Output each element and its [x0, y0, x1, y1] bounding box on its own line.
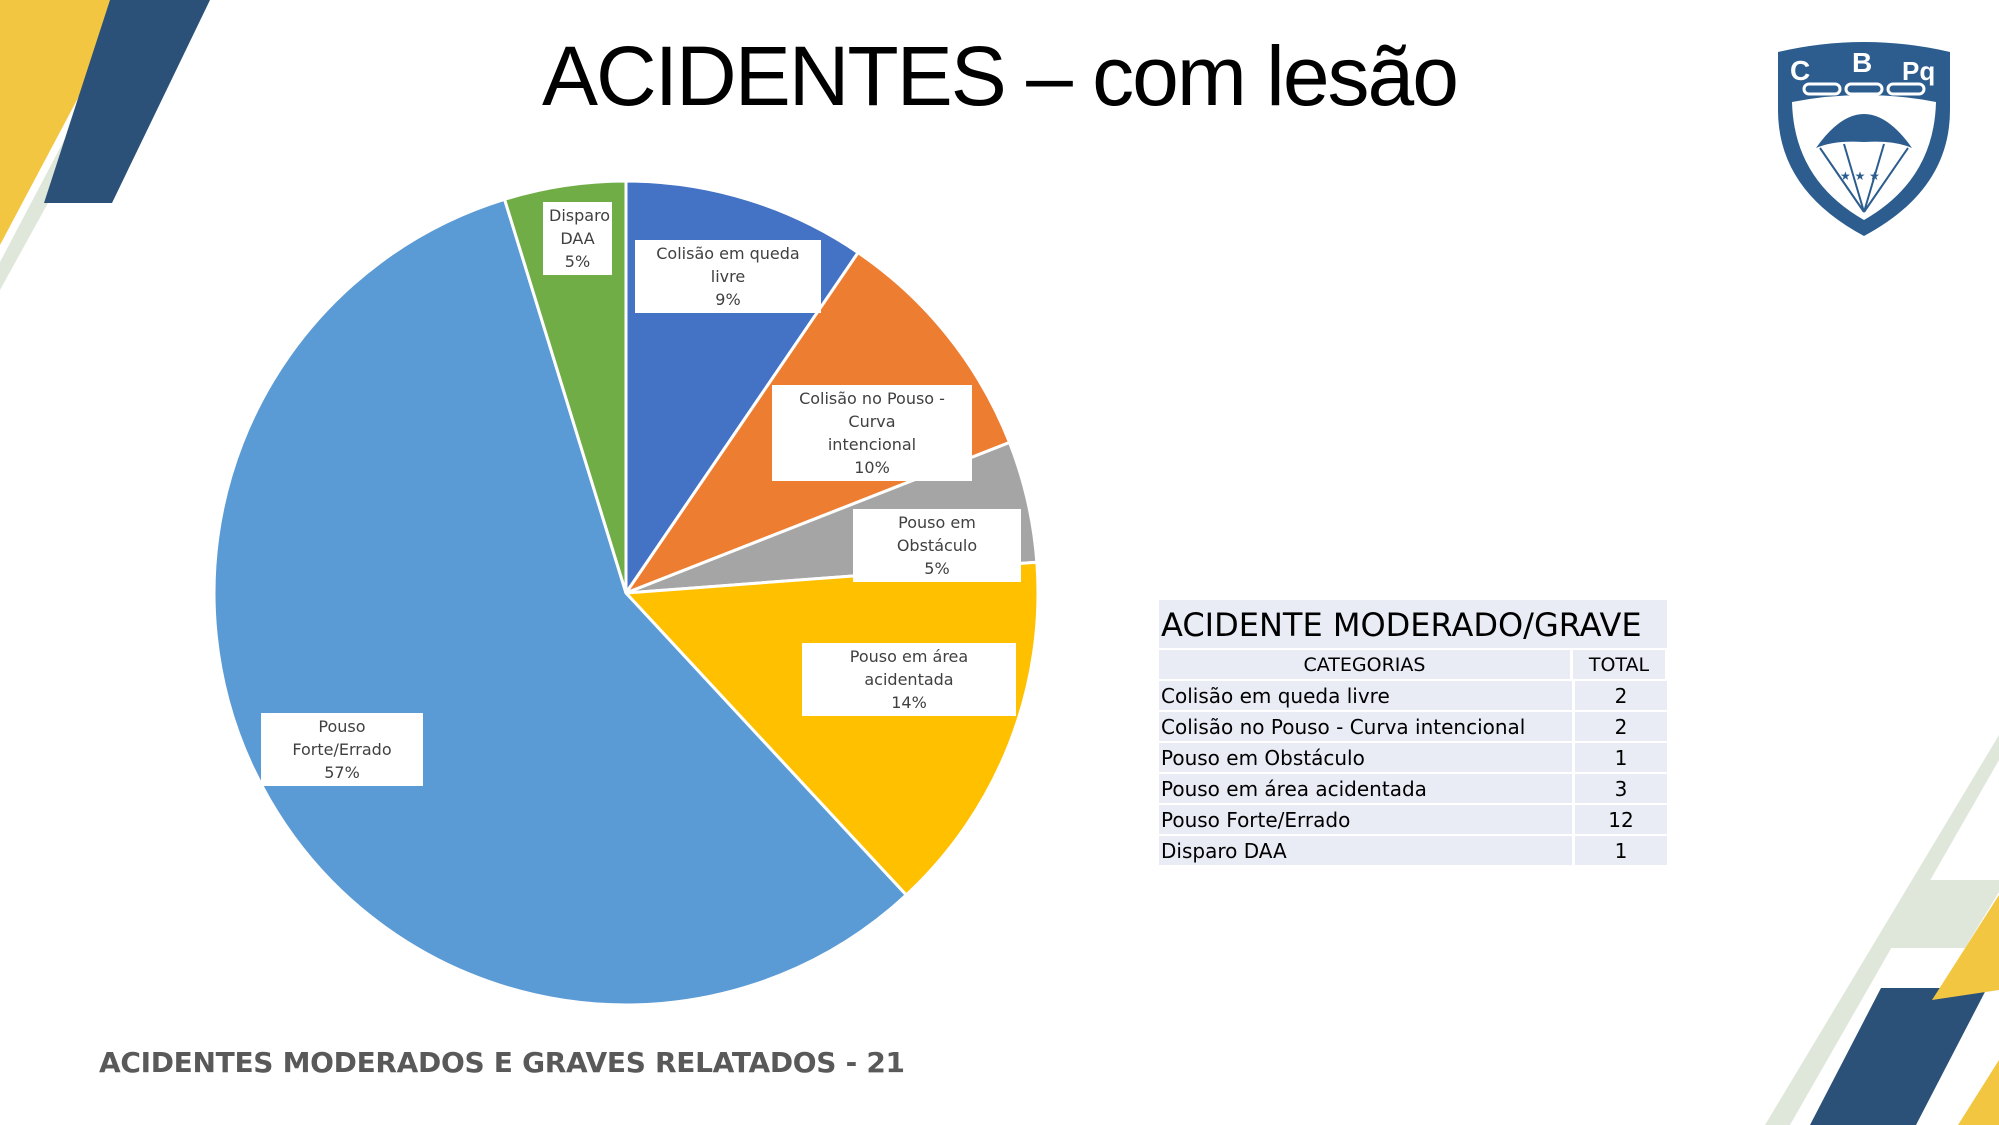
header-categorias: CATEGORIAS: [1159, 650, 1570, 679]
table-row: [1159, 712, 1667, 741]
slide-footer: ACIDENTES MODERADOS E GRAVES RELATADOS - 21: [99, 1046, 905, 1079]
logo-letter-c: C: [1790, 55, 1811, 86]
table-header-row: [1159, 650, 1667, 679]
pie-label-text: Colisão no Pouso - Curva: [799, 389, 945, 431]
pie-label-percent: 9%: [715, 290, 741, 309]
row-total: 2: [1575, 712, 1667, 741]
pie-data-label: [635, 240, 821, 313]
pie-label-text: Colisão em queda livre: [656, 244, 800, 286]
row-total: 1: [1575, 836, 1667, 865]
table-row: [1159, 805, 1667, 834]
table-title: ACIDENTE MODERADO/GRAVE: [1159, 600, 1667, 648]
pie-data-label: [853, 509, 1021, 582]
row-total: 3: [1575, 774, 1667, 803]
row-category: Colisão no Pouso - Curva intencional: [1159, 712, 1572, 741]
table-row: [1159, 681, 1667, 710]
table-row: [1159, 743, 1667, 772]
pie-data-label: [772, 385, 972, 481]
pie-label-text: Pouso em área acidentada: [849, 647, 969, 689]
pie-label-percent: 57%: [324, 763, 360, 782]
pie-slices: [214, 181, 1038, 1005]
summary-table: [1159, 600, 1667, 867]
row-total: 12: [1575, 805, 1667, 834]
row-category: Disparo DAA: [1159, 836, 1572, 865]
pie-label-percent: 5%: [564, 252, 591, 271]
header-total: TOTAL: [1573, 650, 1665, 679]
pie-label-text: Pouso Forte/Errado: [292, 717, 392, 759]
pie-data-label: [261, 713, 423, 786]
pie-label-text: DAA: [560, 229, 595, 248]
pie-data-label: [802, 643, 1016, 716]
logo-letter-pq: Pq: [1902, 56, 1936, 86]
table-row: [1159, 836, 1667, 865]
pie-label-percent: 5%: [924, 559, 950, 578]
pie-label-text: intencional: [827, 435, 917, 454]
row-category: Pouso Forte/Errado: [1159, 805, 1572, 834]
row-category: Pouso em área acidentada: [1159, 774, 1572, 803]
pie-label-text: Pouso em Obstáculo: [896, 513, 978, 555]
table-row: [1159, 774, 1667, 803]
slide-title: ACIDENTES – com lesão: [542, 29, 1457, 123]
row-total: 2: [1575, 681, 1667, 710]
pie-label-text: Disparo: [549, 206, 611, 225]
pie-data-label: [543, 202, 612, 275]
pie-label-percent: 14%: [891, 693, 927, 712]
row-category: Pouso em Obstáculo: [1159, 743, 1572, 772]
pie-label-percent: 10%: [854, 458, 890, 477]
row-category: Colisão em queda livre: [1159, 681, 1572, 710]
logo-stars: ★ ★ ★: [1840, 169, 1880, 183]
logo-letter-b: B: [1852, 47, 1873, 78]
row-total: 1: [1575, 743, 1667, 772]
